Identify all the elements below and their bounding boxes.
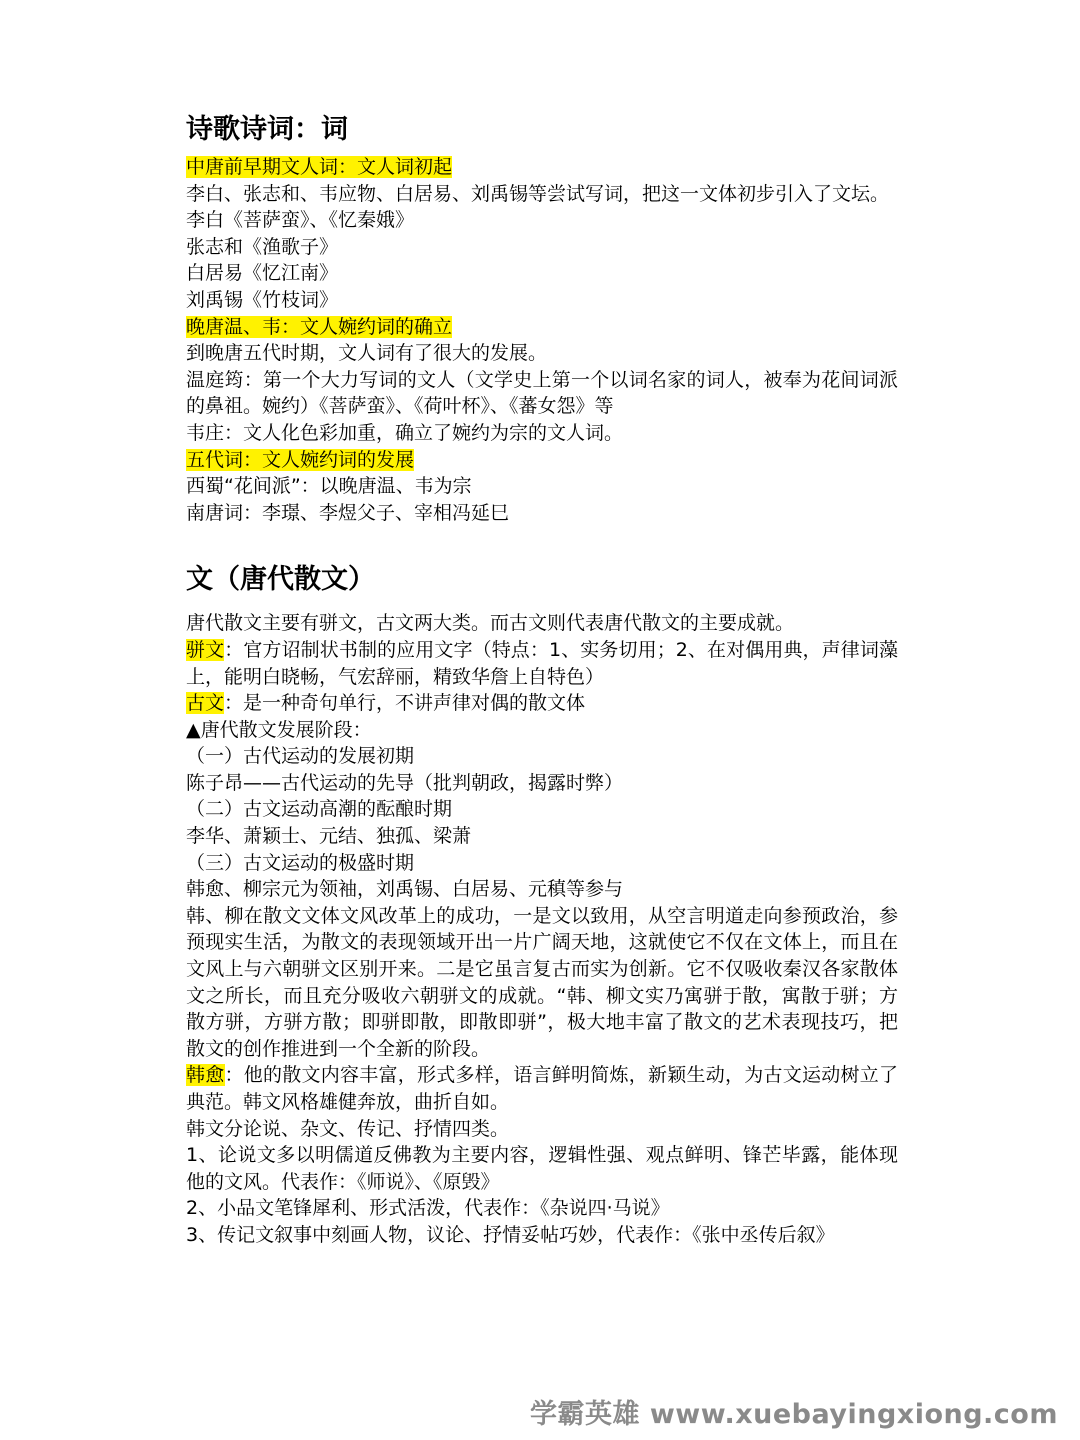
subheading: 五代词：文人婉约词的发展 (186, 448, 415, 471)
paragraph: 韦庄：文人化色彩加重，确立了婉约为宗的文人词。 (186, 421, 624, 444)
watermark: 学霸英雄 www.xuebayingxiong.com (529, 1399, 1058, 1430)
paragraph: （一）古代运动的发展初期 (186, 745, 415, 768)
paragraph: 3、传记文叙事中刻画人物，议论、抒情妥帖巧妙，代表作：《张中丞传后叙》 (186, 1223, 835, 1246)
paragraph: 骈文：官方诏制状书制的应用文字（特点：1、实务切用；2、在对偶用典，声律词藻上，能明白晓畅，气宏辞丽，精致华詹上自特色） (186, 638, 898, 688)
paragraph: 古文：是一种奇句单行，不讲声律对偶的散文体 (186, 692, 586, 715)
paragraph: 韩愈、柳宗元为领袖，刘禹锡、白居易、元稹等参与 (186, 878, 624, 901)
paragraph: 唐代散文主要有骈文，古文两大类。而古文则代表唐代散文的主要成就。 (186, 612, 795, 635)
paragraph: 韩文分论说、杂文、传记、抒情四类。 (186, 1117, 510, 1140)
paragraph: 南唐词：李璟、李煜父子、宰相冯延巳 (186, 501, 510, 524)
subheading: 晚唐温、韦：文人婉约词的确立 (186, 315, 453, 338)
paragraph: 2、小品文笔锋犀利、形式活泼，代表作：《杂说四·马说》 (186, 1197, 670, 1220)
highlight-label: 古文 (186, 692, 225, 715)
paragraph: 西蜀“花间派”：以晚唐温、韦为宗 (186, 475, 472, 498)
paragraph: （三）古文运动的极盛时期 (186, 851, 415, 874)
paragraph: 韩愈：他的散文内容丰富，形式多样，语言鲜明简炼，新颖生动，为古文运动树立了典范。韩文风格雄健奔放，曲折自如。 (186, 1064, 898, 1113)
paragraph: 李华、萧颖士、元结、独孤、梁萧 (186, 825, 472, 848)
paragraph: 李白《菩萨蛮》、《忆秦娥》 (186, 209, 415, 232)
paragraph: 到晚唐五代时期，文人词有了很大的发展。 (186, 342, 548, 365)
paragraph: 温庭筠：第一个大力写词的文人（文学史上第一个以词名家的词人，被奉为花间词派的鼻祖。婉约）《菩萨蛮》、《荷叶杯》、《蕃女怨》等 (186, 368, 898, 418)
highlight-label: 韩愈 (186, 1064, 225, 1087)
paragraph: 李白、张志和、韦应物、白居易、刘禹锡等尝试写词，把这一文体初步引入了文坛。 (186, 182, 890, 205)
paragraph: 陈子昂——古代运动的先导（批判朝政，揭露时弊） (186, 771, 624, 794)
subheading: 中唐前早期文人词：文人词初起 (186, 156, 453, 178)
highlight-label: 骈文 (186, 638, 225, 661)
section-title-prose: 文（唐代散文） (186, 564, 375, 596)
paragraph: 白居易《忆江南》 (186, 262, 339, 285)
paragraph: ▲唐代散文发展阶段： (186, 718, 372, 741)
paragraph: 韩、柳在散文文体文风改革上的成功，一是文以致用，从空言明道走向参预政治，参预现实生活，为散文的表现领域开出一片广阔天地，这就使它不仅在文体上，而且在文风上与六朝骈文区别开来。二是它虽言复古而实为创新。它不仅吸收秦汉各家散体文之所长，而且充分吸收六朝骈文的成就。“韩、柳文实乃寓骈于散，寓散于骈；方散方骈，方骈方散；即骈即散，即散即骈”，极大地丰富了散文的艺术表现技巧，把散文的创作推进到一个全新的阶段。 (186, 904, 898, 1060)
paragraph: 1、论说文多以明儒道反佛教为主要内容，逻辑性强、观点鲜明、锋芒毕露，能体现他的文风。代表作：《师说》、《原毁》 (186, 1144, 898, 1193)
paragraph: 刘禹锡《竹枝词》 (186, 288, 339, 311)
section-title-ci: 诗歌诗词：词 (186, 114, 348, 145)
paragraph: 张志和《渔歌子》 (186, 235, 339, 258)
document-page (186, 112, 898, 1249)
paragraph: （二）古文运动高潮的酝酿时期 (186, 798, 453, 821)
